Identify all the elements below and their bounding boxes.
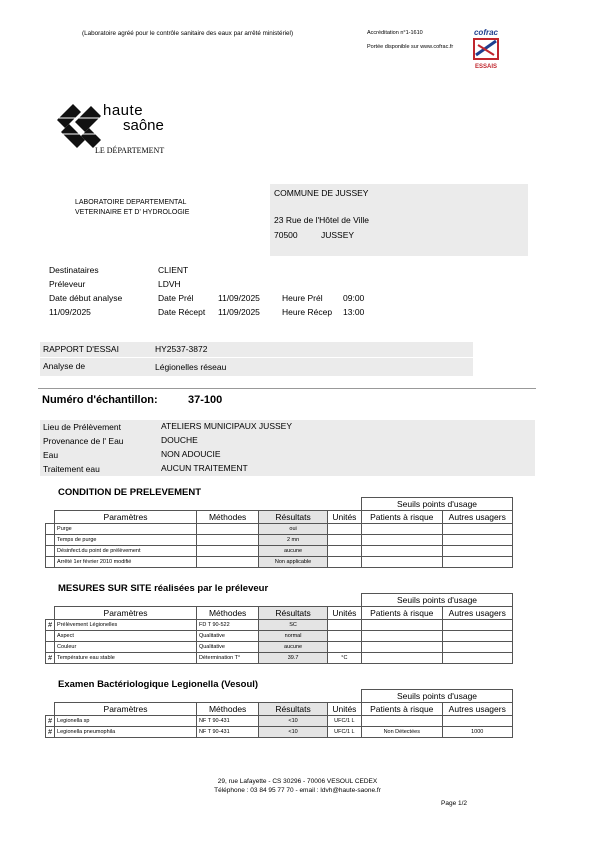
portee-note: Portée disponible sur www.cofrac.fr — [367, 44, 454, 50]
seuils-header: Seuils points d'usage — [362, 498, 513, 511]
row-unit — [327, 620, 361, 631]
seuils-header: Seuils points d'usage — [362, 594, 513, 607]
recipient-postcode: 70500 — [274, 230, 298, 240]
table-row — [46, 557, 513, 568]
row-unit: UFC/1 L — [327, 716, 361, 727]
row-unit — [327, 557, 361, 568]
row-method: NF T 90-431 — [196, 716, 258, 727]
heure-recep-value: 13:00 — [343, 307, 365, 317]
row-patients — [362, 535, 443, 546]
agreement-note: (Laboratoire agréé pour le contrôle sanitaire des eaux par arrêté ministériel) — [82, 30, 294, 37]
row-method: Qualitative — [196, 631, 258, 642]
row-unit — [327, 642, 361, 653]
row-unit — [327, 535, 361, 546]
section3-title: Examen Bactériologique Legionella (Vesoul) — [58, 679, 259, 690]
row-method: Qualitative — [196, 642, 258, 653]
col-autres: Autres usagers — [442, 703, 512, 716]
row-mark — [46, 535, 55, 546]
heure-prel-value: 09:00 — [343, 293, 365, 303]
col-autres: Autres usagers — [442, 511, 512, 524]
row-param: Arrêté 1er février 2010 modifié — [55, 557, 197, 568]
row-result: normal — [259, 631, 327, 642]
table-row — [46, 653, 513, 664]
row-autres — [442, 546, 512, 557]
start-date-label: Date début analyse — [49, 293, 123, 303]
col-methods: Méthodes — [196, 607, 258, 620]
section1-title: CONDITION DE PRELEVEMENT — [58, 487, 202, 498]
table-row — [46, 642, 513, 653]
row-unit: UFC/1 L — [327, 727, 361, 738]
row-patients — [362, 716, 443, 727]
row-autres — [442, 653, 512, 664]
date-recep-label: Date Récept — [158, 307, 206, 317]
section2-title: MESURES SUR SITE réalisées par le préleveur — [58, 583, 269, 594]
col-methods: Méthodes — [196, 511, 258, 524]
row-mark — [46, 631, 55, 642]
row-patients: Non Détectées — [362, 727, 443, 738]
row-unit — [327, 631, 361, 642]
analysis-value: Légionelles réseau — [155, 362, 227, 372]
col-results: Résultats — [259, 703, 327, 716]
row-mark: # — [46, 653, 55, 664]
row-patients — [362, 653, 443, 664]
row-autres — [442, 642, 512, 653]
report-label: RAPPORT D'ESSAI — [43, 344, 119, 354]
cofrac-essais-label: ESSAIS — [474, 64, 497, 70]
table-row — [46, 716, 513, 727]
row-patients — [362, 631, 443, 642]
footer-contact: Téléphone : 03 84 95 77 70 - email : ldvh@haute-saone.fr — [214, 787, 381, 794]
row-result: SC — [259, 620, 327, 631]
table-row — [46, 631, 513, 642]
row-result: oui — [259, 524, 327, 535]
preleveur-label: Préleveur — [49, 279, 86, 289]
row-patients — [362, 642, 443, 653]
department-emblem-icon — [55, 100, 105, 152]
row-unit: °C — [327, 653, 361, 664]
row-mark — [46, 524, 55, 535]
row-mark: # — [46, 716, 55, 727]
analysis-label: Analyse de — [43, 361, 86, 371]
col-params: Paramètres — [55, 703, 197, 716]
section2-table — [45, 593, 513, 664]
row-param: Aspect — [55, 631, 197, 642]
sample-provenance-label: Provenance de l' Eau — [43, 436, 124, 446]
row-autres — [442, 620, 512, 631]
row-method — [196, 524, 258, 535]
row-result: Non applicable — [259, 557, 327, 568]
section3-table — [45, 689, 513, 738]
row-method: FD T 90-522 — [196, 620, 258, 631]
row-param: Prélèvement Légionelles — [55, 620, 197, 631]
sample-location-label: Lieu de Prélèvement — [43, 422, 121, 432]
logo-saone: saône — [123, 117, 164, 134]
col-units: Unités — [327, 607, 361, 620]
report-number: HY2537-3872 — [155, 344, 208, 354]
col-params: Paramètres — [55, 511, 197, 524]
preleveur-value: LDVH — [158, 279, 181, 289]
row-result: 39.7 — [259, 653, 327, 664]
col-autres: Autres usagers — [442, 607, 512, 620]
col-results: Résultats — [259, 511, 327, 524]
row-result: aucune — [259, 642, 327, 653]
row-mark: # — [46, 727, 55, 738]
row-method — [196, 546, 258, 557]
row-patients — [362, 557, 443, 568]
section1-table — [45, 497, 513, 568]
row-param: Legionella sp — [55, 716, 197, 727]
heure-prel-label: Heure Prél — [282, 293, 323, 303]
heure-recep-label: Heure Récep — [282, 307, 333, 317]
logo-departement: LE DÉPARTEMENT — [95, 146, 165, 155]
col-units: Unités — [327, 703, 361, 716]
recipient-name: COMMUNE DE JUSSEY — [274, 188, 369, 198]
table-row — [46, 546, 513, 557]
table-row — [46, 524, 513, 535]
col-units: Unités — [327, 511, 361, 524]
dest-label: Destinataires — [49, 265, 99, 275]
col-params: Paramètres — [55, 607, 197, 620]
row-autres — [442, 535, 512, 546]
row-patients — [362, 546, 443, 557]
row-method — [196, 535, 258, 546]
row-mark — [46, 642, 55, 653]
recipient-street: 23 Rue de l'Hôtel de Ville — [274, 215, 370, 225]
row-param: Purge — [55, 524, 197, 535]
separator-line — [38, 388, 536, 389]
table-row — [46, 727, 513, 738]
row-param: Temps de purge — [55, 535, 197, 546]
row-unit — [327, 524, 361, 535]
row-result: <10 — [259, 727, 327, 738]
department-logo — [55, 100, 185, 158]
row-param: Désinfect.du point de prélèvement — [55, 546, 197, 557]
sample-number: 37-100 — [188, 394, 223, 406]
row-patients — [362, 620, 443, 631]
row-autres — [442, 716, 512, 727]
report-box — [40, 342, 473, 376]
row-autres — [442, 524, 512, 535]
date-prel-label: Date Prél — [158, 293, 194, 303]
date-recep-value: 11/09/2025 — [218, 307, 260, 317]
lab-name-line1: LABORATOIRE DEPARTEMENTAL — [75, 199, 187, 206]
recipient-box — [270, 184, 528, 256]
row-method: NF T 90-431 — [196, 727, 258, 738]
row-mark: # — [46, 620, 55, 631]
page-number: Page 1/2 — [441, 800, 468, 807]
col-results: Résultats — [259, 607, 327, 620]
col-patients: Patients à risque — [362, 511, 443, 524]
row-autres — [442, 557, 512, 568]
row-result: 2 mn — [259, 535, 327, 546]
sample-treatment-label: Traitement eau — [43, 464, 100, 474]
dest-value: CLIENT — [158, 265, 189, 275]
seuils-header: Seuils points d'usage — [362, 690, 513, 703]
row-param: Température eau stable — [55, 653, 197, 664]
col-patients: Patients à risque — [362, 703, 443, 716]
recipient-city: JUSSEY — [321, 230, 355, 240]
row-unit — [327, 546, 361, 557]
row-method — [196, 557, 258, 568]
cofrac-emblem-icon — [466, 37, 506, 61]
sample-location-value: ATELIERS MUNICIPAUX JUSSEY — [161, 421, 292, 431]
col-methods: Méthodes — [196, 703, 258, 716]
sample-title: Numéro d'échantillon: — [42, 394, 158, 406]
row-mark — [46, 546, 55, 557]
sample-provenance-value: DOUCHE — [161, 435, 198, 445]
footer-address: 29, rue Lafayette - CS 30296 - 70006 VESOUL CEDEX — [217, 778, 378, 785]
cofrac-logo — [466, 28, 506, 72]
sample-details-box — [40, 420, 535, 476]
row-mark — [46, 557, 55, 568]
table-row — [46, 620, 513, 631]
row-method: Détermination T° — [196, 653, 258, 664]
row-patients — [362, 524, 443, 535]
row-result: aucune — [259, 546, 327, 557]
cofrac-label: cofrac — [473, 28, 498, 37]
row-result: <10 — [259, 716, 327, 727]
sample-eau-value: NON ADOUCIE — [161, 449, 221, 459]
accreditation-number: Accréditation n°1-1610 — [367, 30, 423, 36]
row-autres — [442, 631, 512, 642]
start-date-value: 11/09/2025 — [49, 307, 91, 317]
logo-haute: haute — [103, 102, 144, 119]
date-prel-value: 11/09/2025 — [218, 293, 260, 303]
sample-eau-label: Eau — [43, 450, 59, 460]
table-row — [46, 535, 513, 546]
row-param: Couleur — [55, 642, 197, 653]
row-param: Legionella pneumophila — [55, 727, 197, 738]
lab-name-line2: VETERINAIRE ET D' HYDROLOGIE — [75, 209, 190, 216]
col-patients: Patients à risque — [362, 607, 443, 620]
row-autres: 1000 — [442, 727, 512, 738]
sample-treatment-value: AUCUN TRAITEMENT — [161, 463, 248, 473]
